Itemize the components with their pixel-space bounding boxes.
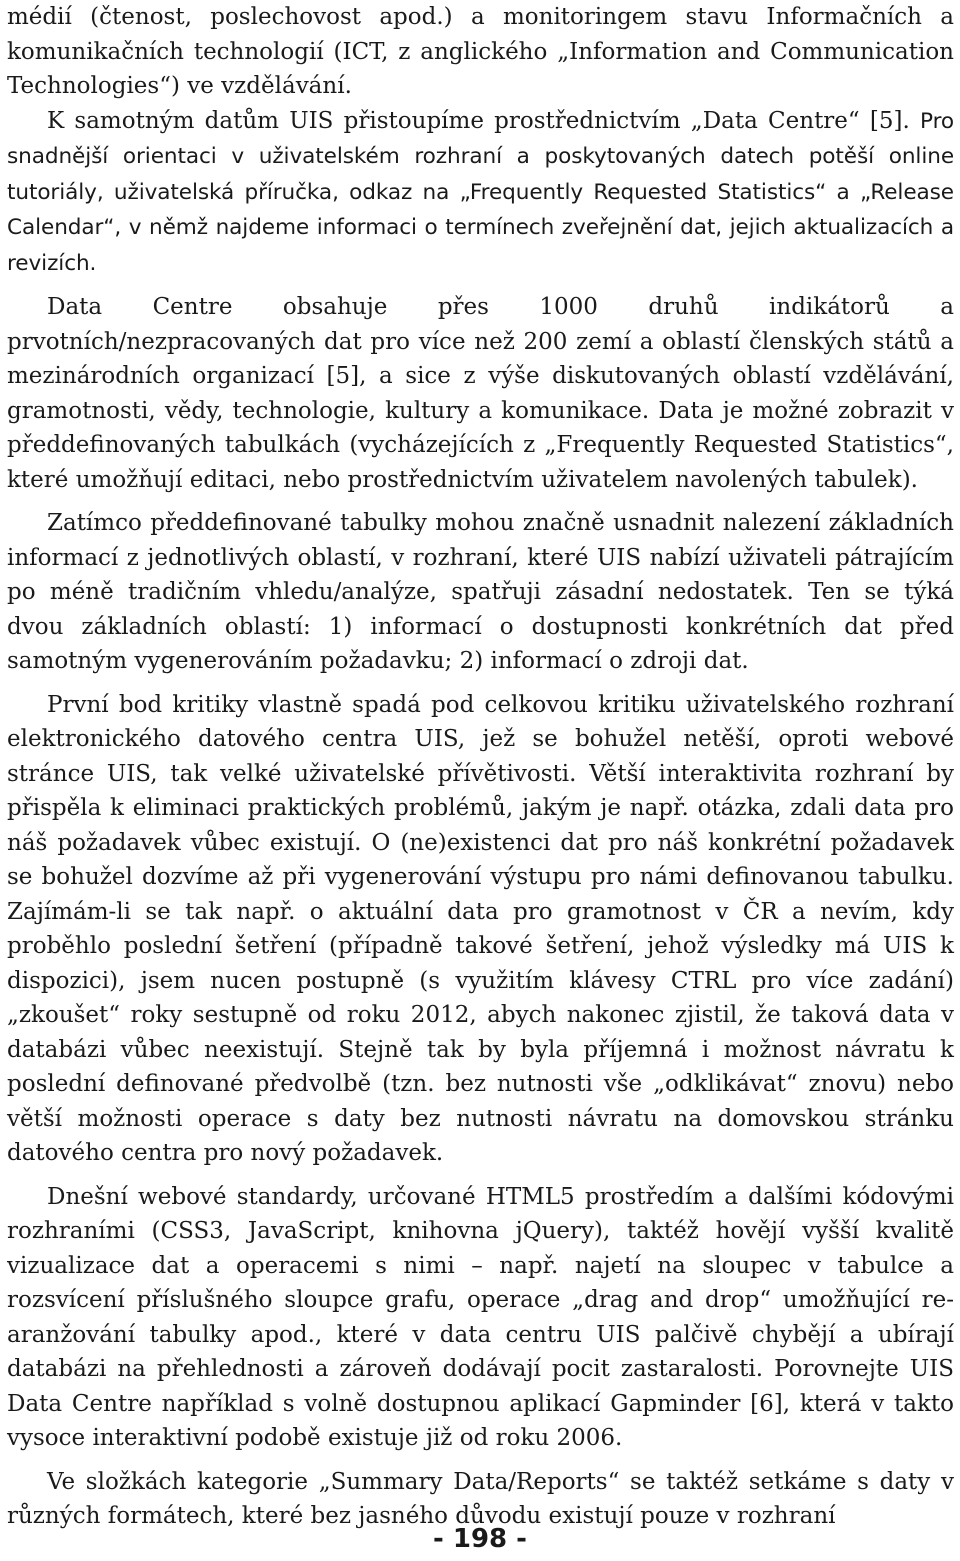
paragraph-web-standards: Dnešní webové standardy, určované HTML5 prostředím a dalšími kódovými rozhraními (CSS3, JavaScript, knihovna jQuery), taktéž hovějí vyšší kvalitě vizualizace dat a operacemi s nimi – např. najetí na sloupec v tabulce a rozsvícení příslušného sloupce grafu, operace „drag and drop“ umožňující re-aranžování tabulky apod., které v data centru UIS palčivě chybějí a ubírají databázi na přehlednosti a zároveň dodávají pocit zastaralosti. Porovnejte UIS Data Centre například s volně dostupnou aplikací Gapminder [6], která v takto vysoce interaktivní podobě existuje již od roku 2006. (7, 1183, 954, 1451)
paragraph-summary-data: Ve složkách kategorie „Summary Data/Reports“ se taktéž setkáme s daty v různých formátech, které bez jasného důvodu existují pouze v rozhraní (7, 1468, 954, 1529)
page-number: - 198 - (433, 1524, 527, 1554)
paragraph-criticism: První bod kritiky vlastně spadá pod celkovou kritiku uživatelského rozhraní elektronického datového centra UIS, jež se bohužel netěší, oproti webové stránce UIS, tak velké uživatelské přívětivosti. Větší interaktivita rozhraní by přispěla k eliminaci praktických problémů, jakým je např. otázka, zdali data pro náš požadavek vůbec existují. O (ne)existenci dat pro náš konkrétní požadavek se bohužel dozvíme až při vygenerování výstupu pro námi definovanou tabulku. Zajímám-li se tak např. o aktuální data pro gramotnost v ČR a nevím, kdy proběhlo poslední šetření (případně takové šetření, jehož výsledky má UIS k dispozici), jsem nucen postupně (s využitím klávesy CTRL pro více zadání) „zkoušet“ roky sestupně od roku 2012, abych nakonec zjistil, že taková data v databázi vůbec neexistují. Stejně tak by byla příjemná i možnost návratu k poslední definované předvolbě (tzn. bez nutnosti vše „odklikávat“ znovu) nebo větší možnosti operace s daty bez nutnosti návratu na domovskou stránku datového centra pro nový požadavek. (7, 691, 954, 1166)
data-centre-intro-text: K samotným datům UIS přistoupíme prostřednictvím „Data Centre“ [5]. (47, 107, 921, 134)
paragraph-shortcoming: Zatímco předdefinované tabulky mohou značně usnadnit nalezení základních informací z jednotlivých oblastí, v rozhraní, které UIS nabízí uživateli pátrajícím po méně tradičním vhledu/analýze, spatřuji zásadní nedostatek. Ten se týká dvou základních oblastí: 1) informací o dostupnosti konkrétních dat před samotným vygenerováním požadavku; 2) informací o zdroji dat. (7, 510, 954, 674)
data-centre-orientation-text: Pro snadnější orientaci v uživatelském rozhraní a poskytovaných datech potěší online tutoriály, uživatelská příručka, odkaz na „Frequently Requested Statistics“ a „Release Calendar“, v němž najdeme informaci o termínech zveřejnění dat, jejich aktualizacích a revizích. (7, 108, 954, 276)
paragraph-indicators: Data Centre obsahuje přes 1000 druhů indikátorů a prvotních/nezpracovaných dat pro více než 200 zemí a oblastí členských států a mezinárodních organizací [5], a sice z výše diskutovaných oblastí vzdělávání, gramotnosti, vědy, technologie, kultury a komunikace. Data je možné zobrazit v předdefinovaných tabulkách (vycházejících z „Frequently Requested Statistics“, které umožňují editaci, nebo prostřednictvím uživatelem navolených tabulek). (7, 294, 954, 493)
paragraph-data-centre (7, 104, 954, 282)
paragraph-intro-continued: médií (čtenost, poslechovost apod.) a monitoringem stavu Informačních a komunikačních technologií (ICT, z anglického „Information and Communication Technologies“) ve vzdělávání. (7, 4, 954, 99)
page-body (7, 0, 954, 1534)
